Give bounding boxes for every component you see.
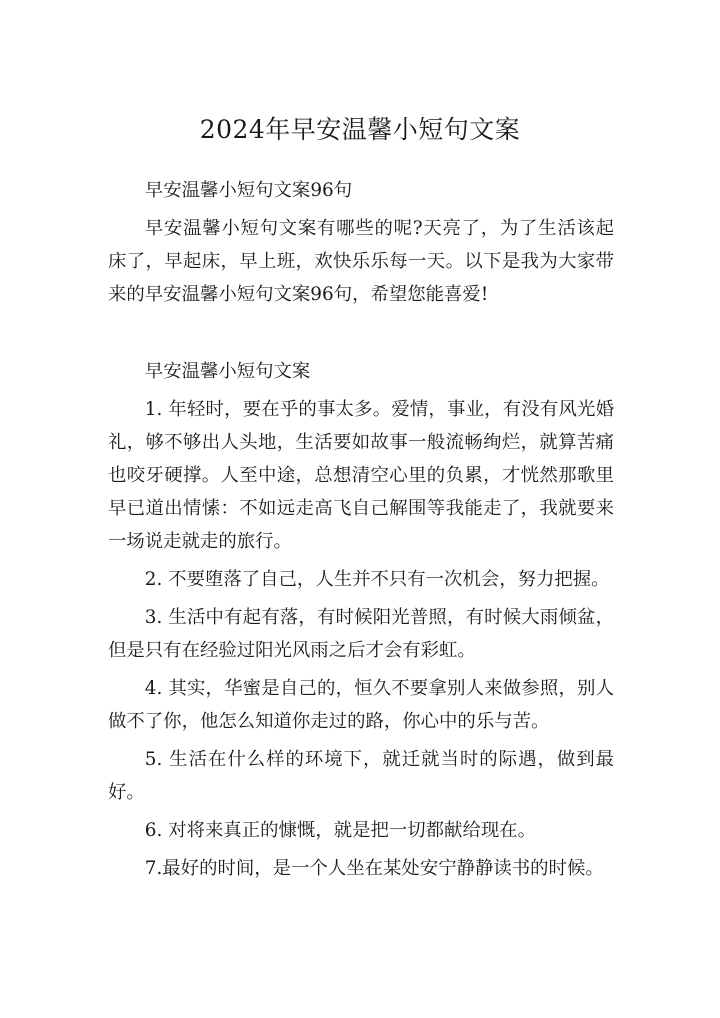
- list-item-6: 6. 对将来真正的慷慨，就是把一切都献给现在。: [144, 820, 537, 841]
- list-item-1: 1. 年轻时，要在乎的事太多。爱情，事业，有没有风光婚礼，够不够出人头地，生活要如故事一般流畅绚烂，就算苦痛也咬牙硬撑。人至中途，总想清空心里的负累，才恍然那歌里早已道出情愫：不如远走高飞自己解围等我能走了，我就要来一场说走就走的旅行。: [108, 399, 614, 552]
- list-item-4: 4. 其实，华蜜是自己的，恒久不要拿别人来做参照，别人做不了你，他怎么知道你走过的路，你心中的乐与苦。: [108, 678, 614, 732]
- subtitle-paragraph: 早安温馨小短句文案96句: [144, 180, 353, 201]
- document-title: 2024年早安温馨小短句文案: [199, 115, 521, 144]
- paragraph-spacer: [108, 316, 614, 355]
- intro-paragraph: 早安温馨小短句文案有哪些的呢?天亮了，为了生活该起床了，早起床，早上班，欢快乐乐每一天。以下是我为大家带来的早安温馨小短句文案96句，希望您能喜爱!: [108, 218, 614, 305]
- section-heading: 早安温馨小短句文案: [144, 361, 311, 382]
- list-item-3: 3. 生活中有起有落，有时候阳光普照，有时候大雨倾盆，但是只有在经验过阳光风雨之后才会有彩虹。: [108, 607, 614, 661]
- list-item-5: 5. 生活在什么样的环境下，就迁就当时的际遇，做到最好。: [108, 749, 614, 803]
- list-item-7: 7.最好的时间，是一个人坐在某处安宁静静读书的时候。: [144, 858, 604, 879]
- document-body: [108, 174, 614, 890]
- list-item-2: 2. 不要堕落了自己，人生并不只有一次机会，努力把握。: [144, 569, 610, 590]
